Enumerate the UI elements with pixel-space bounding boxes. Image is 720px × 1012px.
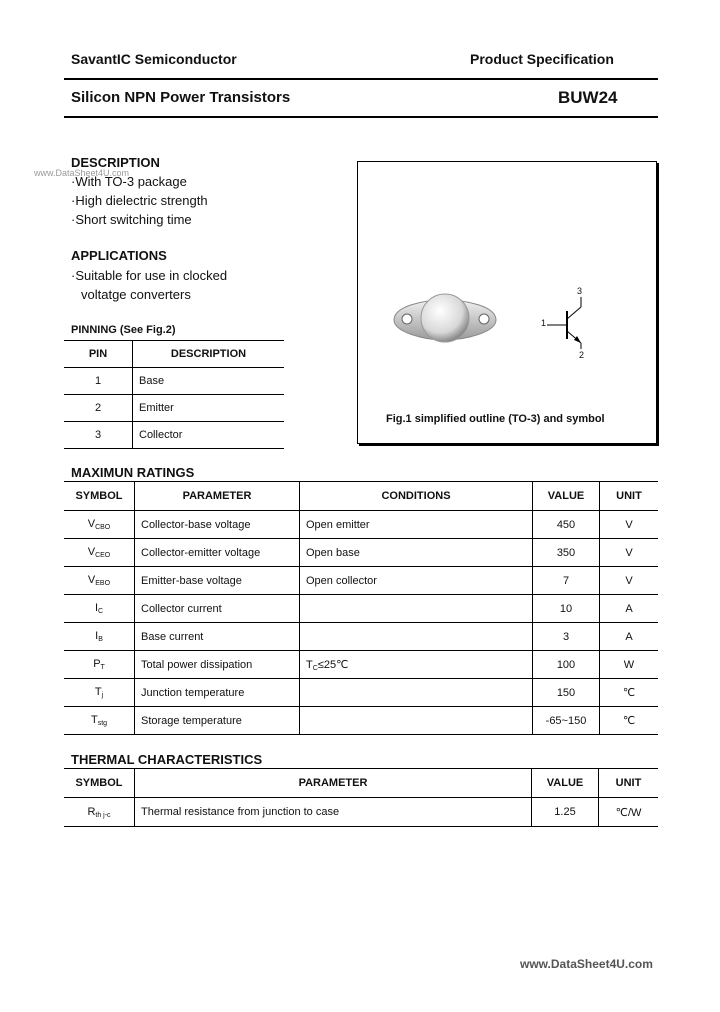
ratings-header-row (64, 482, 658, 511)
watermark-top: www.DataSheet4U.com (34, 168, 130, 178)
unit-cell: W (600, 651, 659, 679)
pin-label-1: 1 (541, 318, 547, 328)
table-row (64, 368, 284, 395)
pin-description-header: DESCRIPTION (133, 341, 285, 368)
pin-description: Collector (133, 422, 285, 449)
table-row (64, 595, 658, 623)
company-name: SavantIC Semiconductor (71, 51, 237, 67)
table-row (64, 422, 284, 449)
conditions-cell (300, 707, 533, 735)
pinning-table (64, 340, 284, 449)
unit-cell: A (600, 623, 659, 651)
table-row (64, 511, 658, 539)
pin-label-3: 3 (577, 286, 583, 296)
parameter-cell: Storage temperature (135, 707, 300, 735)
value-cell: 350 (533, 539, 600, 567)
symbol-cell (64, 539, 135, 567)
symbol-main: V (87, 546, 96, 558)
ratings-title: MAXIMUN RATINGS (71, 465, 195, 480)
unit-cell: V (600, 539, 659, 567)
value-cell: -65~150 (533, 707, 600, 735)
applications-item: voltatge converters (81, 287, 191, 302)
thermal-header-row (64, 769, 658, 798)
product-line: Silicon NPN Power Transistors (71, 89, 291, 106)
symbol-cell (64, 679, 135, 707)
symbol-main: T (94, 686, 102, 698)
description-item: ·High dielectric strength (71, 193, 208, 208)
unit-cell: V (600, 567, 659, 595)
symbol-main: V (87, 518, 96, 530)
table-row (64, 707, 658, 735)
description-item: ·With TO-3 package (71, 174, 187, 189)
symbol-subscript: C (98, 608, 104, 615)
symbol-cell (64, 567, 135, 595)
symbol-header: SYMBOL (64, 482, 135, 511)
unit-cell: V (600, 511, 659, 539)
pin-number: 1 (64, 368, 133, 395)
symbol-subscript: T (100, 664, 105, 671)
parameter-cell: Total power dissipation (135, 651, 300, 679)
parameter-cell: Junction temperature (135, 679, 300, 707)
conditions-cell (300, 539, 533, 567)
parameter-header: PARAMETER (135, 482, 300, 511)
table-row (64, 539, 658, 567)
value-cell: 7 (533, 567, 600, 595)
value-header: VALUE (533, 482, 600, 511)
parameter-cell: Collector-emitter voltage (135, 539, 300, 567)
header-rule-top (64, 78, 658, 80)
value-cell: 3 (533, 623, 600, 651)
condition-subscript: C (312, 664, 318, 672)
symbol-subscript: th j-c (95, 811, 111, 819)
unit-cell: ℃/W (599, 798, 659, 827)
pin-description: Base (133, 368, 285, 395)
symbol-cell (64, 595, 135, 623)
to3-package-outline (390, 282, 500, 352)
symbol-main: I (95, 630, 99, 642)
description-item: ·Short switching time (71, 212, 192, 227)
condition-main: Open base (306, 546, 360, 559)
symbol-subscript: B (98, 636, 103, 643)
parameter-cell: Collector current (135, 595, 300, 623)
symbol-main: V (87, 574, 96, 586)
pin-number: 2 (64, 395, 133, 422)
parameter-cell: Collector-base voltage (135, 511, 300, 539)
conditions-header: CONDITIONS (300, 482, 533, 511)
applications-title: APPLICATIONS (71, 248, 167, 263)
symbol-cell (64, 651, 135, 679)
figure-caption: Fig.1 simplified outline (TO-3) and symbol (386, 413, 605, 425)
value-cell: 100 (533, 651, 600, 679)
value-cell: 1.25 (532, 798, 599, 827)
table-row (64, 679, 658, 707)
table-row (64, 651, 658, 679)
pin-label-2: 2 (579, 350, 585, 360)
symbol-header: SYMBOL (64, 769, 135, 798)
value-cell: 150 (533, 679, 600, 707)
symbol-main: T (90, 714, 98, 726)
parameter-cell: Emitter-base voltage (135, 567, 300, 595)
conditions-cell (300, 651, 533, 679)
unit-cell: ℃ (600, 679, 659, 707)
parameter-header: PARAMETER (135, 769, 532, 798)
doc-type: Product Specification (470, 51, 614, 67)
symbol-subscript: CEO (95, 552, 111, 559)
condition-main: Open collector (306, 574, 377, 587)
value-header: VALUE (532, 769, 599, 798)
table-row (64, 395, 284, 422)
part-number: BUW24 (558, 88, 618, 107)
table-row (64, 567, 658, 595)
applications-item: ·Suitable for use in clocked (71, 268, 228, 283)
symbol-main: R (87, 805, 96, 818)
symbol-cell (64, 707, 135, 735)
symbol-subscript: EBO (95, 580, 111, 587)
unit-cell: A (600, 595, 659, 623)
description-title: DESCRIPTION (71, 155, 160, 170)
symbol-main: P (93, 658, 101, 670)
footer-watermark: www.DataSheet4U.com (520, 957, 653, 971)
parameter-cell: Base current (135, 623, 300, 651)
condition-main: T (306, 658, 313, 671)
conditions-cell (300, 595, 533, 623)
symbol-subscript: stg (97, 720, 108, 727)
pin-number: 3 (64, 422, 133, 449)
header-rule-bottom (64, 116, 658, 118)
unit-header: UNIT (600, 482, 659, 511)
condition-tail: ≤25℃ (317, 658, 349, 671)
table-row (64, 798, 658, 827)
symbol-subscript: j (101, 692, 104, 699)
pinning-header-row (64, 341, 284, 368)
conditions-cell (300, 623, 533, 651)
symbol-cell (64, 623, 135, 651)
pin-header: PIN (64, 341, 133, 368)
symbol-cell (64, 798, 135, 827)
value-cell: 450 (533, 511, 600, 539)
unit-cell: ℃ (600, 707, 659, 735)
parameter-cell: Thermal resistance from junction to case (135, 798, 532, 827)
conditions-cell (300, 567, 533, 595)
symbol-main: I (94, 602, 98, 614)
conditions-cell (300, 511, 533, 539)
ratings-table (64, 481, 658, 735)
conditions-cell (300, 679, 533, 707)
symbol-subscript: CBO (95, 524, 111, 531)
value-cell: 10 (533, 595, 600, 623)
thermal-title: THERMAL CHARACTERISTICS (71, 752, 263, 767)
pinning-title: PINNING (See Fig.2) (71, 324, 176, 336)
unit-header: UNIT (599, 769, 659, 798)
pin-description: Emitter (133, 395, 285, 422)
table-row (64, 623, 658, 651)
symbol-cell (64, 511, 135, 539)
condition-main: Open emitter (306, 518, 370, 531)
thermal-table (64, 768, 658, 827)
